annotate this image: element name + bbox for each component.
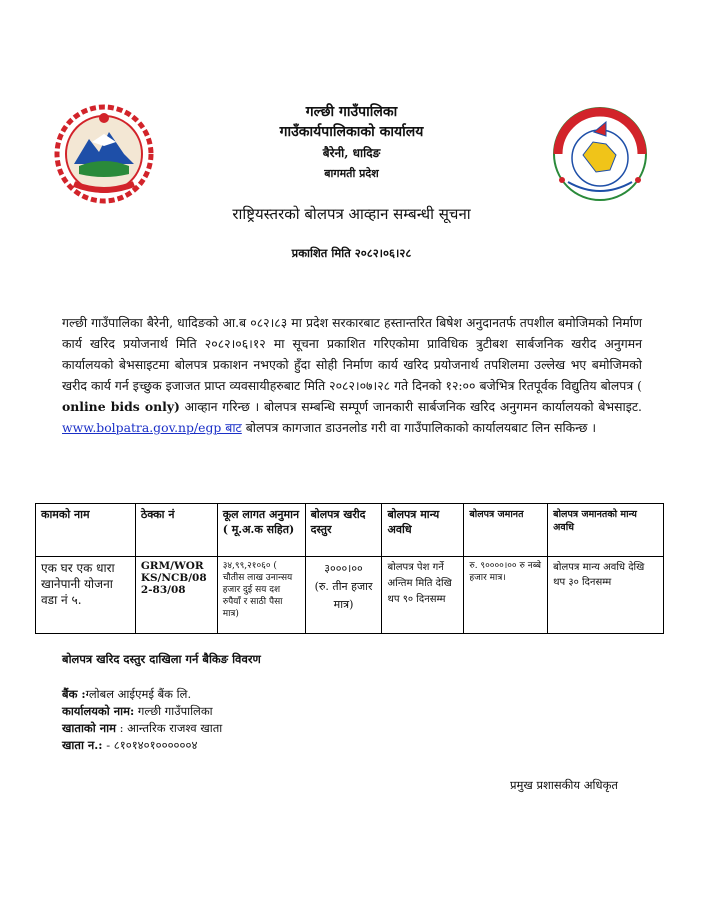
- notice-subject: राष्ट्रियस्तरको बोलपत्र आव्हान सम्बन्धी सूचना: [232, 205, 471, 223]
- notice-body: [62, 312, 642, 438]
- online-bids-note: online bids only): [62, 399, 180, 414]
- cost-cell: ३४,९९,२१०६० ( चौतीस लाख उनान्सय हजार दुई सय दश रुपैयाँ र साठी पैसा मात्र): [217, 557, 305, 634]
- table-row: [36, 557, 664, 634]
- bolpatra-link[interactable]: www.bolpatra.gov.np/egp बाट: [62, 420, 242, 435]
- bid-details-table: [35, 503, 664, 634]
- bank-details-title: बोलपत्र खरिद दस्तुर दाखिला गर्न बैकिङ विवरण: [62, 652, 261, 666]
- office-name: गल्छी गाउँपालिका: [305, 104, 398, 120]
- validity-cell: बोलपत्र पेश गर्ने अन्तिम मिति देखि थप ९० दिनसम्म: [382, 557, 464, 634]
- fee-amount: ३०००।००: [324, 562, 363, 575]
- table-header: कूल लागत अनुमान ( मू.अ.क सहित): [217, 504, 305, 557]
- table-header: बोलपत्र मान्य अवधि: [382, 504, 464, 557]
- office-line: [62, 704, 213, 719]
- table-header: ठेक्का नं: [135, 504, 217, 557]
- body-text-3: बोलपत्र कागजात डाउनलोड गरी वा गाउँपालिकाको कार्यालयबाट लिन सकिन्छ ।: [241, 420, 597, 435]
- table-header-row: [36, 504, 664, 557]
- fee-words: (रु. तीन हजार मात्र): [314, 580, 373, 611]
- body-text-2: आव्हान गरिन्छ । बोलपत्र सम्बन्धि सम्पूर्ण जानकारी सार्बजनिक खरिद अनुगमन कार्यालयको बेभसाइट.: [179, 399, 642, 414]
- account-no-value: - ८१०१४०१००००००४: [102, 738, 198, 752]
- office-value: गल्छी गाउँपालिका: [134, 704, 213, 718]
- account-name-line: [62, 721, 222, 736]
- bank-line: [62, 687, 191, 702]
- account-name-label: खाताको नाम: [62, 721, 116, 735]
- account-no-label: खाता न.:: [62, 738, 103, 752]
- account-name-value: : आन्तरिक राजश्व खाता: [115, 721, 223, 735]
- fee-cell: [305, 557, 382, 634]
- published-date: प्रकाशित मिति २०८२।०६।२८: [291, 246, 412, 260]
- security-cell: रु. ९००००।०० रु नब्बे हजार मात्र।: [464, 557, 548, 634]
- table-header: बोलपत्र जमानत: [464, 504, 548, 557]
- office-label: कार्यालयको नाम:: [62, 704, 135, 718]
- table-header: बोलपत्र खरीद दस्तुर: [305, 504, 382, 557]
- table-header: बोलपत्र जमानतको मान्य अवधि: [548, 504, 664, 557]
- work-name-cell: एक घर एक धारा खानेपानी योजना वडा नं ५.: [36, 557, 136, 634]
- office-address: बैरेनी, धादिङ: [322, 146, 381, 160]
- office-province: बागमती प्रदेश: [324, 167, 379, 180]
- body-text-1: गल्छी गाउँपालिका बैरेनी, धादिङको आ.ब ०८२।८३ मा प्रदेश सरकारबाट हस्तान्तरित बिषेश अनुदानतर्फ तपशील बमोजिमको निर्माण कार्य खरिद प्रयोजनार्थ मिति २०८२।०६।१२ मा सूचना प्रकाशित गरिएकोमा प्राविधिक त्रुटीबश सार्बजनिक खरीद अनुगमन कार्यालयको बेभसाइटमा बोलपत्र प्रकाशन नभएको हुँदा सोही निर्माण कार्य खरिद प्रयोजनार्थ तपशिलमा उल्लेख भए बमोजिमको खरीद कार्य गर्न इच्छुक इजाजत प्राप्त व्यवसायीहरुबाट मिति २०८२।०७।२८ गते दिनको १२:०० बजेभित्र रितपूर्वक विद्युतिय बोलपत्र (: [62, 315, 642, 393]
- account-no-line: [62, 738, 197, 753]
- contract-no-cell: GRM/WORKS/NCB/082-83/08: [135, 557, 217, 634]
- signature-title: प्रमुख प्रशासकीय अधिकृत: [510, 778, 618, 792]
- bank-label: बैंक :: [62, 687, 86, 701]
- security-validity-cell: बोलपत्र मान्य अवधि देखि थप ३० दिनसम्म: [548, 557, 664, 634]
- table-header: कामको नाम: [36, 504, 136, 557]
- office-subtitle: गाउँकार्यपालिकाको कार्यालय: [279, 124, 424, 140]
- bank-value: ग्लोबल आईएमई बैंक लि.: [85, 687, 192, 701]
